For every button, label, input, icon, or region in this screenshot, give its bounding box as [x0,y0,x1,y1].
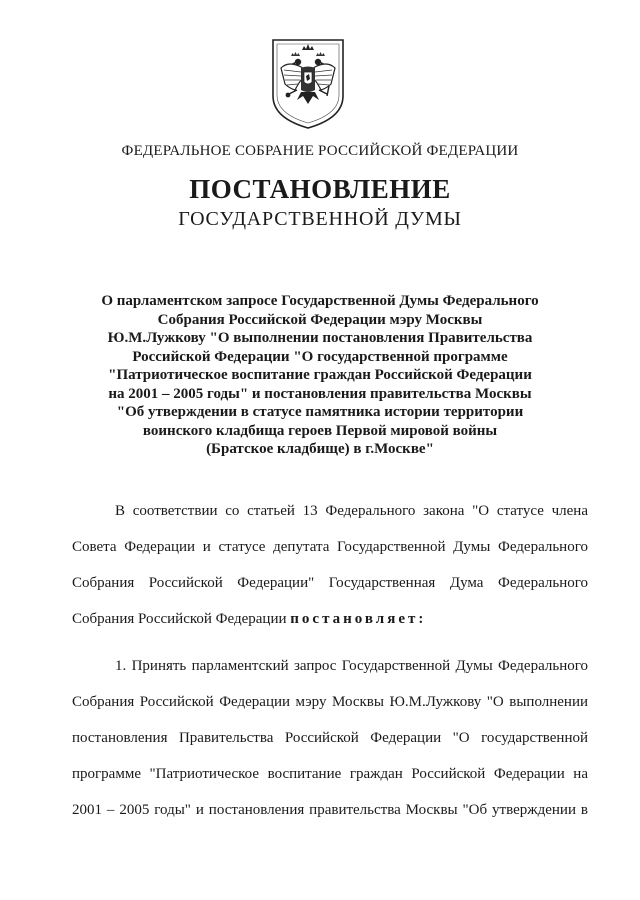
title-line: Собрания Российской Федерации мэру Москвы [157,311,483,328]
paragraph-line: Совета Федерации и статусе депутата Государственной Думы Федерального [72,539,588,555]
title-line: "Патриотическое воспитание граждан Российской Федерации [108,367,532,383]
document-type-heading: ПОСТАНОВЛЕНИЕ [189,174,451,204]
paragraph-line: Собрания Российской Федерации" Государственная Дума Федерального [72,575,588,591]
title-line: Российской Федерации "О государственной программе [132,348,508,365]
title-line: "Об утверждении в статусе памятника истории территории [116,404,524,420]
paragraph-line: программе "Патриотическое воспитание граждан Российской Федерации на [72,766,588,782]
paragraph-line: 2001 – 2005 годы" и постановления правительства Москвы "Об утверждении в [72,802,588,818]
paragraph-line: постановления Правительства Российской Федерации "О государственной [72,730,588,746]
title-line: (Братское кладбище) в г.Москве" [206,441,434,457]
issuer-heading: ГОСУДАРСТВЕННОЙ ДУМЫ [178,208,462,230]
decree-word: постановляет: [290,611,427,627]
document-title [90,292,550,459]
paragraph-line [72,601,588,637]
organization-header: ФЕДЕРАЛЬНОЕ СОБРАНИЕ РОССИЙСКОЙ ФЕДЕРАЦИИ [121,143,519,159]
item-1-paragraph [72,648,588,828]
title-line: воинского кладбища героев Первой мировой войны [142,422,498,439]
preamble-paragraph [72,493,588,637]
coat-of-arms-emblem [271,38,345,130]
paragraph-line-text: Собрания Российской Федерации [72,611,287,627]
paragraph-line: В соответствии со статьей 13 Федерального закона "О статусе члена [115,503,588,519]
title-line: на 2001 – 2005 годы" и постановления правительства Москвы [108,385,532,402]
title-line: О парламентском запросе Государственной Думы Федерального [101,293,539,309]
paragraph-line: 1. Принять парламентский запрос Государственной Думы Федерального [115,658,588,674]
paragraph-line: Собрания Российской Федерации мэру Москвы Ю.М.Лужкову "О выполнении [72,694,588,710]
title-line: Ю.М.Лужкову "О выполнении постановления Правительства [107,330,533,346]
